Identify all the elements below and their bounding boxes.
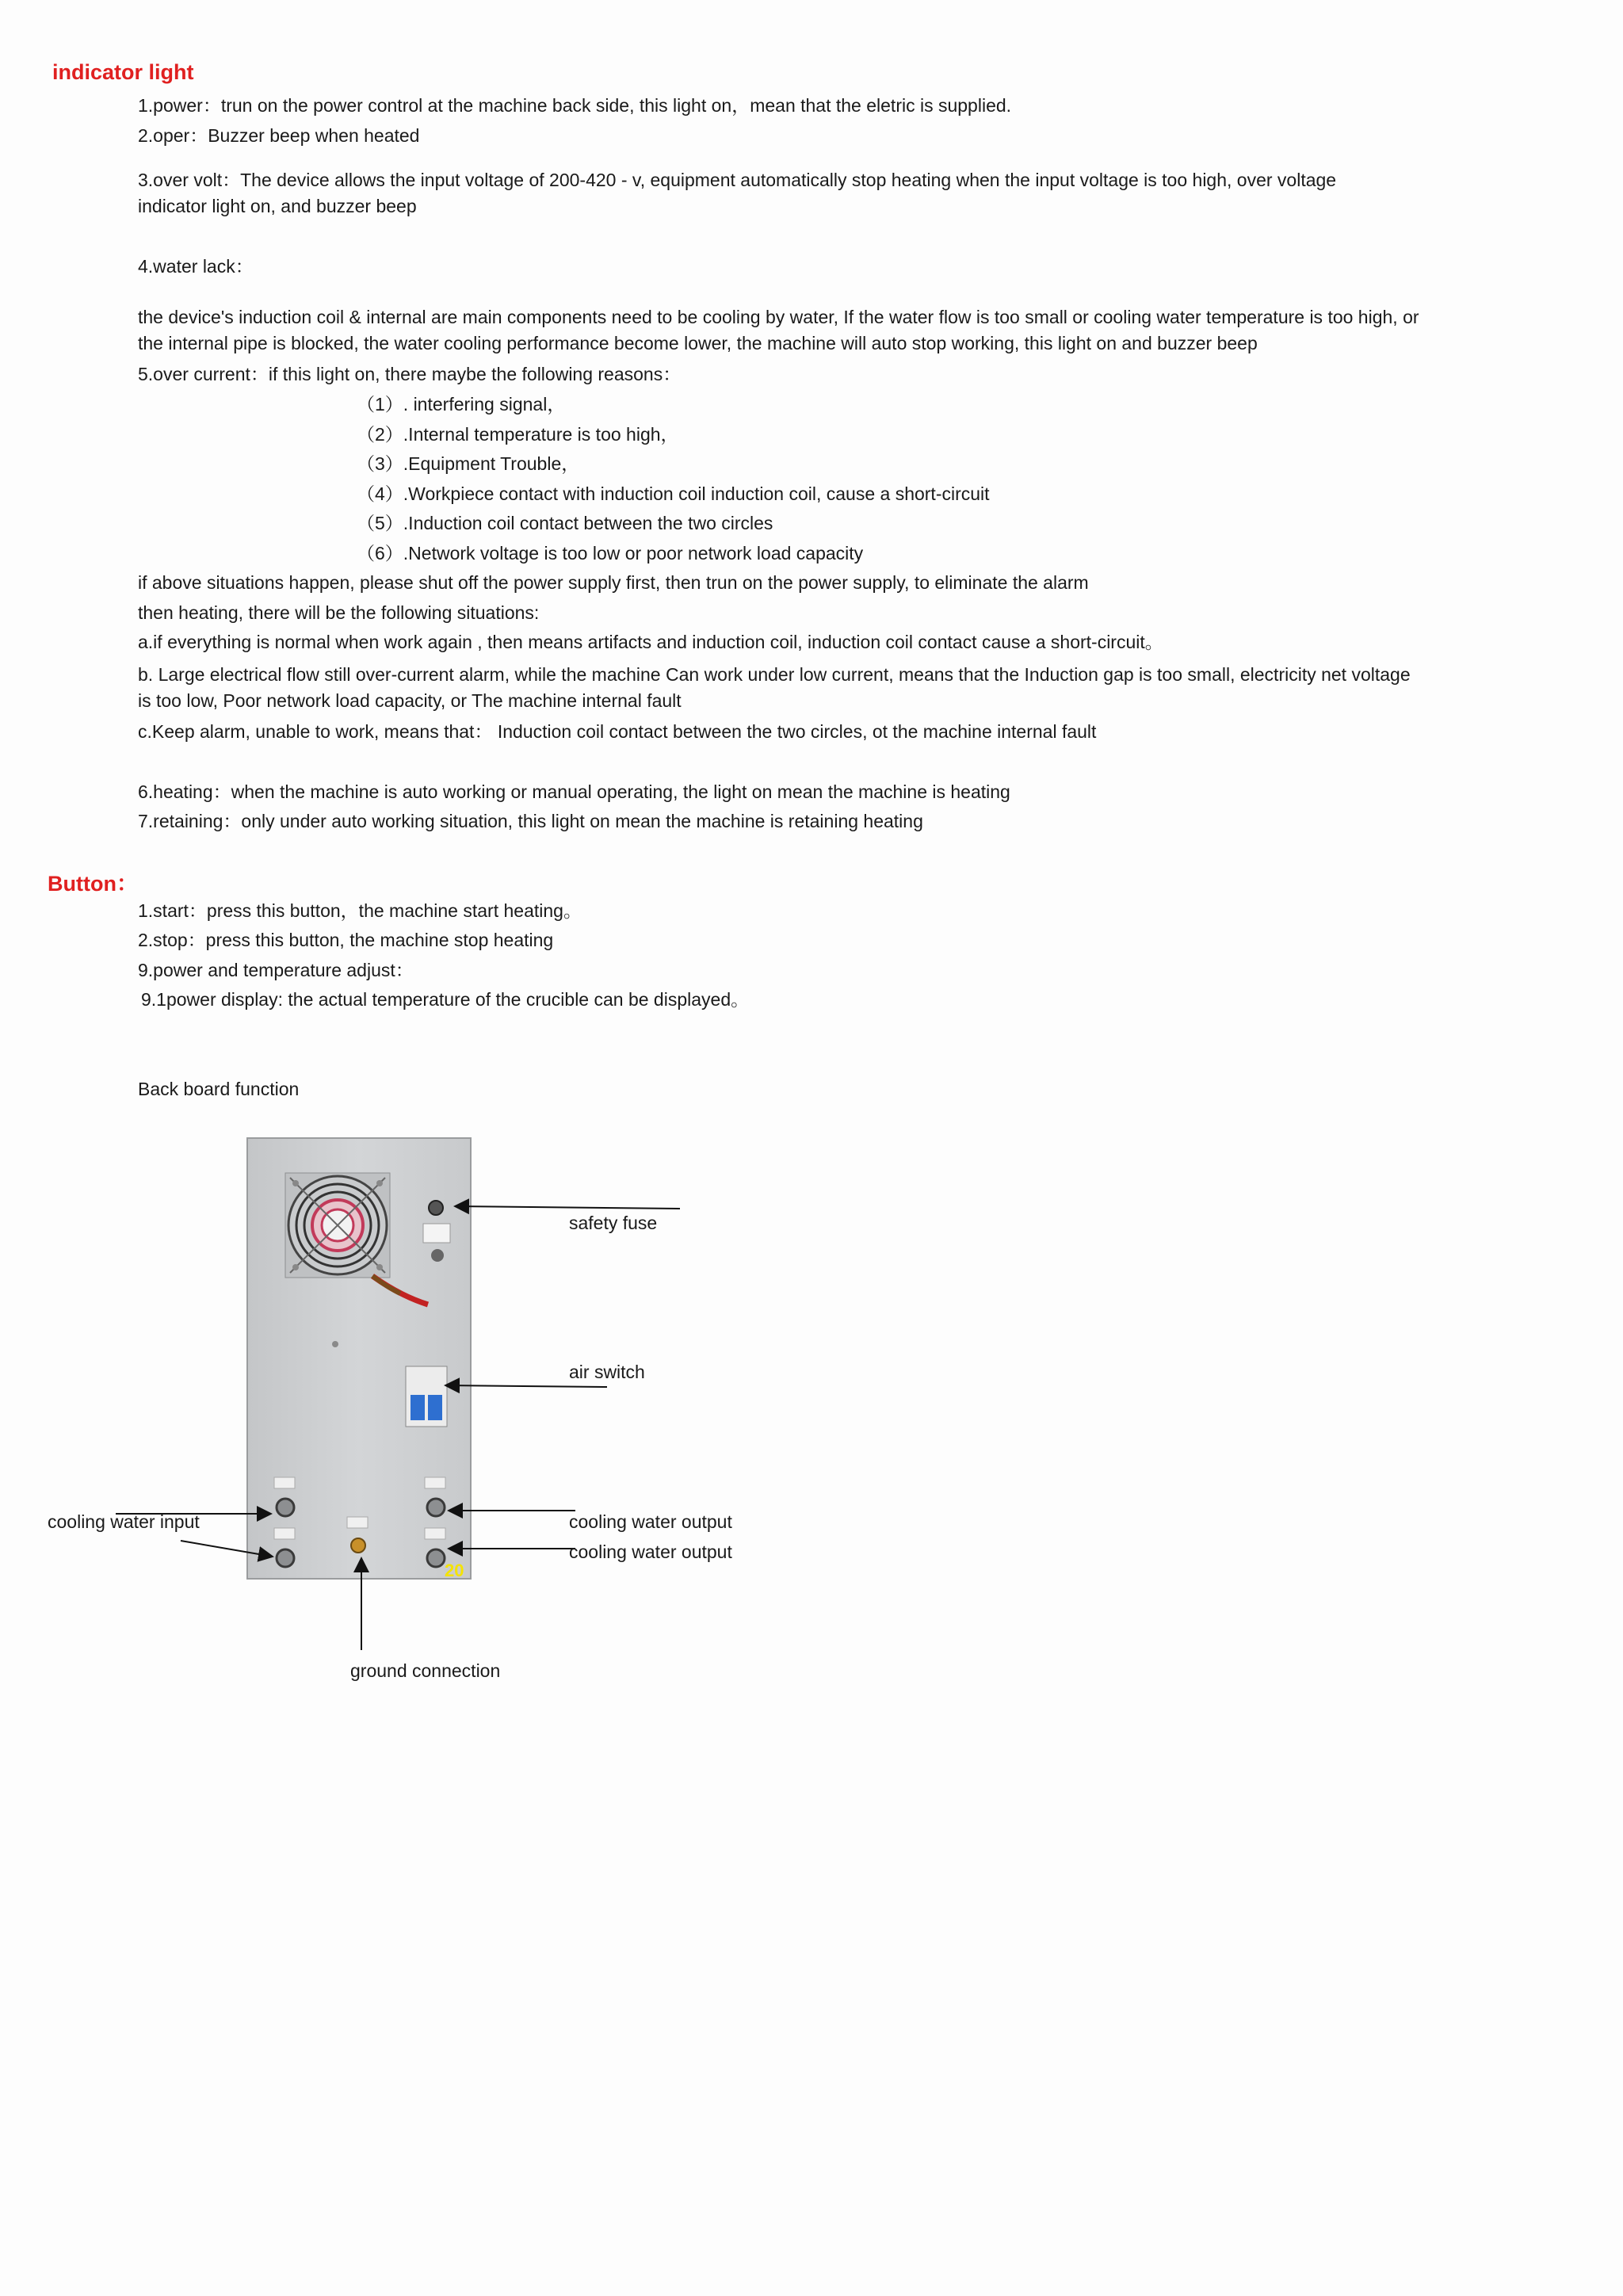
reason-4: （4）.Workpiece contact with induction coil induction coil, cause a short-circuit [357,483,990,504]
item-oper: 2.oper：Buzzer beep when heated [138,125,420,146]
back-board-title: Back board function [138,1079,300,1099]
reason-2: （2）.Internal temperature is too high， [357,424,679,445]
power-display: 9.1power display: the actual temperature of the crucible can be displayed。 [141,989,750,1010]
item-power: 1.power：trun on the power control at the machine back side, this light on，mean that the eletric is supplied. [138,95,1012,116]
indicator-heading: indicator light [52,60,194,84]
air-switch-icon [406,1366,447,1427]
button-stop: 2.stop：press this button, the machine stop heating [138,930,554,950]
item-heating: 6.heating：when the machine is auto working or manual operating, the light on mean the machine is heating [138,781,1010,802]
item-water-lack: 4.water lack： [138,256,254,277]
reason-5: （5）.Induction coil contact between the two circles [357,513,773,533]
item-over-current: 5.over current：if this light on, there maybe the following reasons： [138,364,682,384]
then-heating-text: then heating, there will be the following situations: [138,602,540,623]
item-retaining: 7.retaining：only under auto working situation, this light on mean the machine is retaining heating [138,811,923,831]
label-cooling-output-2: cooling water output [569,1541,732,1562]
photo-number: 20 [445,1561,464,1580]
label-safety-fuse: safety fuse [569,1213,658,1233]
label-air-switch: air switch [569,1362,645,1382]
reason-3: （3）.Equipment Trouble， [357,453,580,474]
back-board-diagram [0,1117,1623,1704]
label-ground-connection: ground connection [350,1660,501,1681]
situation-c: c.Keep alarm, unable to work, means that： Induction coil contact between the two circles, ot the machine internal fault [138,721,1097,742]
reason-6: （6）.Network voltage is too low or poor network load capacity [357,543,864,563]
item-over-volt: 3.over volt：The device allows the input voltage of 200-420 - v, equipment automatically stop heating when the input voltage is too high, over voltage indicator light on, and buzzer beep [138,170,1337,216]
button-start: 1.start：press this button，the machine start heating。 [138,900,582,921]
reason-1: （1）. interfering signal， [357,394,566,415]
button-heading: Button： [48,872,138,896]
situation-a: a.if everything is normal when work again , then means artifacts and induction coil, induction coil contact cause a short-circuit。 [138,632,1163,652]
situation-b: b. Large electrical flow still over-current alarm, while the machine Can work under low current, means that the Induction gap is too small, electricity net voltage is too low, Poor network load capacity, or The machine internal fault [138,664,1411,711]
item-water-lack-desc: the device's induction coil & internal are main components need to be cooling by water, If the water flow is too small or cooling water temperature is too high, or the internal pipe is blocked, the water cooling performance become lower, the machine will auto stop working, this light on and buzzer beep [138,307,1419,353]
label-cooling-output-1: cooling water output [569,1511,732,1532]
back-board-illustration [0,1117,1623,1704]
cooling-fan-icon [285,1173,390,1278]
label-cooling-input: cooling water input [48,1511,200,1532]
power-temp-adjust: 9.power and temperature adjust： [138,960,414,980]
if-above-text: if above situations happen, please shut off the power supply first, then trun on the power supply, to eliminate the alarm [138,572,1089,593]
